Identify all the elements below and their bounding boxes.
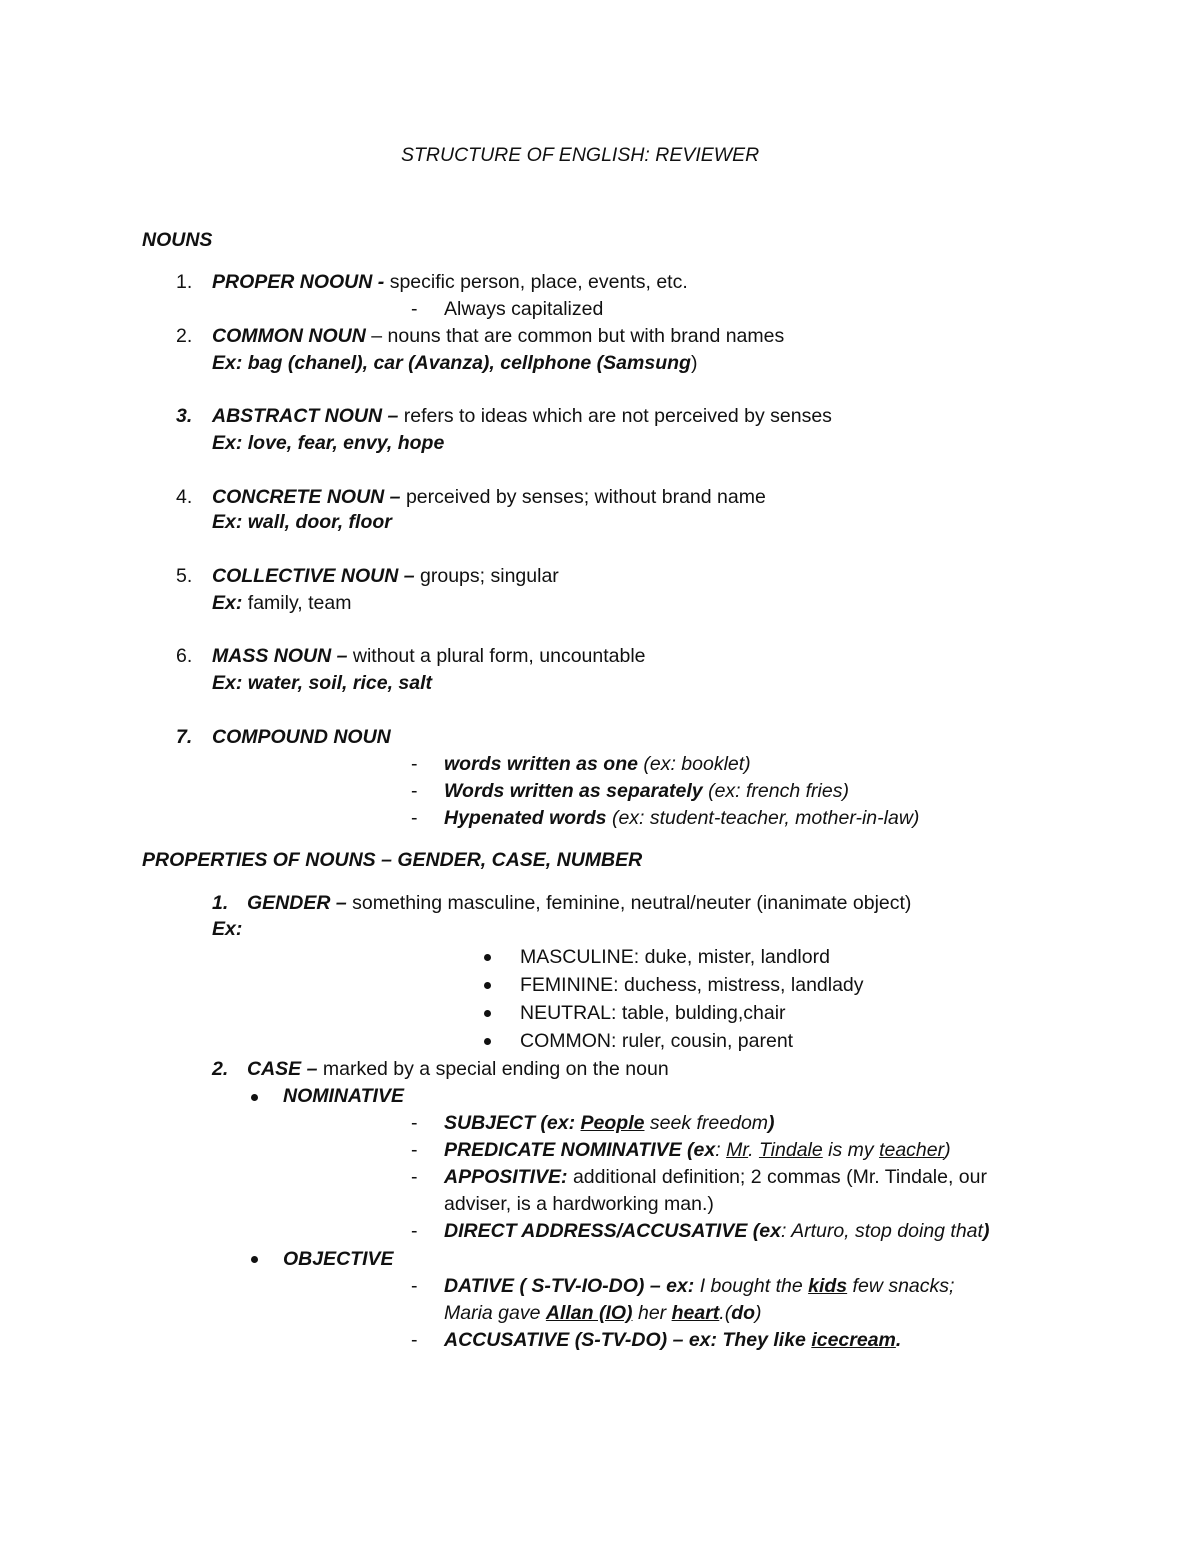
definition: without a plural form, uncountable xyxy=(352,645,646,667)
item-text: is my xyxy=(822,1139,880,1161)
bullet-dot xyxy=(251,1094,258,1101)
definition: refers to ideas which are not perceived by senses xyxy=(403,405,832,427)
common-noun-example xyxy=(212,350,697,376)
underlined-word: Allan (IO) xyxy=(545,1302,633,1324)
objective-label: OBJECTIVE xyxy=(283,1248,394,1270)
list-number: 1. xyxy=(176,271,193,293)
dative-item-continued xyxy=(444,1300,762,1326)
item-bold-close: ) xyxy=(768,1112,775,1134)
gender-list-item: MASCULINE: duke, mister, landlord xyxy=(520,946,830,968)
dash-bullet: - xyxy=(411,1166,418,1188)
item-text: . xyxy=(748,1139,759,1161)
item-example: (ex: student-teacher, mother-in-law) xyxy=(606,807,920,829)
gender-example-label: Ex: xyxy=(212,918,243,940)
item-bold: DATIVE ( S-TV-IO-DO) – ex: xyxy=(444,1275,700,1297)
list-number: 7. xyxy=(176,726,193,748)
underlined-word: icecream xyxy=(811,1329,896,1351)
term: COMMON NOUN xyxy=(212,325,366,347)
appositive-item xyxy=(444,1164,987,1190)
item-bold-close: ) xyxy=(982,1220,990,1242)
mass-noun-item xyxy=(212,643,646,669)
underlined-word: Tindale xyxy=(758,1139,823,1161)
example-text: Ex: bag (chanel), car (Avanza), cellphone (Samsung xyxy=(212,352,691,374)
nominative-label: NOMINATIVE xyxy=(283,1085,404,1107)
section-heading-properties: PROPERTIES OF NOUNS – GENDER, CASE, NUMBER xyxy=(142,849,643,871)
bullet-dot xyxy=(484,954,491,961)
definition: specific person, place, events, etc. xyxy=(389,271,688,293)
separator: – xyxy=(365,325,388,347)
gender-list-item: NEUTRAL: table, bulding,chair xyxy=(520,1002,786,1024)
item-text: Maria gave xyxy=(444,1302,546,1324)
dative-item xyxy=(444,1273,954,1299)
list-number: 2. xyxy=(212,1058,229,1080)
item-bold: ACCUSATIVE (S-TV-DO) – ex: They like xyxy=(444,1329,812,1351)
dash-bullet: - xyxy=(411,1220,418,1242)
item-bold: Words written as separately xyxy=(444,780,703,802)
dash-bullet: - xyxy=(411,1329,418,1351)
concrete-noun-item xyxy=(212,484,766,510)
list-number: 1. xyxy=(212,892,229,914)
item-bold: words written as one xyxy=(444,753,638,775)
term: GENDER – xyxy=(247,892,353,914)
list-number: 2. xyxy=(176,325,193,347)
definition: perceived by senses; without brand name xyxy=(405,486,766,508)
item-text: .( xyxy=(719,1302,732,1324)
example-label: Ex: xyxy=(212,592,243,614)
predicate-item xyxy=(444,1137,951,1163)
item-bold: do xyxy=(731,1302,756,1324)
term: MASS NOUN – xyxy=(212,645,353,667)
term: CASE – xyxy=(247,1058,323,1080)
bullet-dot xyxy=(251,1256,258,1263)
bullet-dot xyxy=(484,1038,491,1045)
underlined-word: heart xyxy=(671,1302,720,1324)
underlined-word: kids xyxy=(808,1275,848,1297)
underlined-word: People xyxy=(580,1112,645,1134)
item-text: I bought the xyxy=(699,1275,809,1297)
gender-list-item: FEMININE: duchess, mistress, landlady xyxy=(520,974,864,996)
item-bold-close: . xyxy=(895,1329,902,1351)
item-example: seek freedom xyxy=(644,1112,769,1134)
proper-noun-item xyxy=(212,269,688,295)
item-text: additional definition; 2 commas (Mr. Tindale, our xyxy=(567,1166,987,1188)
appositive-item-continued: adviser, is a hardworking man.) xyxy=(444,1193,714,1215)
collective-noun-item xyxy=(212,563,559,589)
common-noun-item xyxy=(212,323,784,349)
proper-noun-note: Always capitalized xyxy=(444,298,604,320)
item-text: few snacks; xyxy=(847,1275,955,1297)
term: ABSTRACT NOUN – xyxy=(212,405,404,427)
compound-item xyxy=(444,805,919,831)
mass-noun-example: Ex: water, soil, rice, salt xyxy=(212,672,433,694)
item-text: ) xyxy=(755,1302,762,1324)
dash-bullet: - xyxy=(411,298,418,320)
item-bold: APPOSITIVE: xyxy=(444,1166,568,1188)
item-example: : Arturo, stop doing that xyxy=(780,1220,983,1242)
item-example: (ex: french fries) xyxy=(702,780,849,802)
term: COLLECTIVE NOUN – xyxy=(212,565,421,587)
dash-bullet: - xyxy=(411,753,418,775)
compound-noun-term: COMPOUND NOUN xyxy=(212,726,391,748)
accusative-item xyxy=(444,1327,901,1353)
item-text: : xyxy=(715,1139,727,1161)
bullet-dot xyxy=(484,1010,491,1017)
item-bold: Hypenated words xyxy=(444,807,607,829)
list-number: 6. xyxy=(176,645,193,667)
page-title: STRUCTURE OF ENGLISH: REVIEWER xyxy=(401,144,760,166)
dash-bullet: - xyxy=(411,807,418,829)
dash-bullet: - xyxy=(411,1275,418,1297)
list-number: 3. xyxy=(176,405,193,427)
item-text: ) xyxy=(944,1139,951,1161)
gender-list-item: COMMON: ruler, cousin, parent xyxy=(520,1030,794,1052)
underlined-word: teacher xyxy=(879,1139,945,1161)
item-bold: DIRECT ADDRESS/ACCUSATIVE (ex xyxy=(444,1220,781,1242)
item-text: her xyxy=(632,1302,672,1324)
item-bold: SUBJECT (ex: xyxy=(444,1112,581,1134)
list-number: 4. xyxy=(176,486,193,508)
section-heading-nouns: NOUNS xyxy=(142,229,213,251)
direct-address-item xyxy=(444,1218,989,1244)
definition: nouns that are common but with brand names xyxy=(387,325,785,347)
abstract-noun-item xyxy=(212,403,832,429)
compound-item xyxy=(444,751,751,777)
example-paren: ) xyxy=(690,352,698,374)
dash-bullet: - xyxy=(411,1139,418,1161)
case-item xyxy=(247,1056,669,1082)
compound-item xyxy=(444,778,849,804)
abstract-noun-example: Ex: love, fear, envy, hope xyxy=(212,432,445,454)
term: CONCRETE NOUN – xyxy=(212,486,406,508)
item-example: (ex: booklet) xyxy=(637,753,751,775)
subject-item xyxy=(444,1110,775,1136)
list-number: 5. xyxy=(176,565,193,587)
underlined-word: Mr xyxy=(726,1139,749,1161)
collective-noun-example xyxy=(212,590,351,616)
definition: marked by a special ending on the noun xyxy=(322,1058,669,1080)
concrete-noun-example: Ex: wall, door, floor xyxy=(212,511,392,533)
item-bold: PREDICATE NOMINATIVE (ex xyxy=(444,1139,716,1161)
dash-bullet: - xyxy=(411,780,418,802)
dash-bullet: - xyxy=(411,1112,418,1134)
example-text: family, team xyxy=(242,592,352,614)
definition: groups; singular xyxy=(420,565,559,587)
term: PROPER NOOUN - xyxy=(212,271,390,293)
definition: something masculine, feminine, neutral/neuter (inanimate object) xyxy=(352,892,912,914)
gender-item xyxy=(247,890,911,916)
bullet-dot xyxy=(484,982,491,989)
